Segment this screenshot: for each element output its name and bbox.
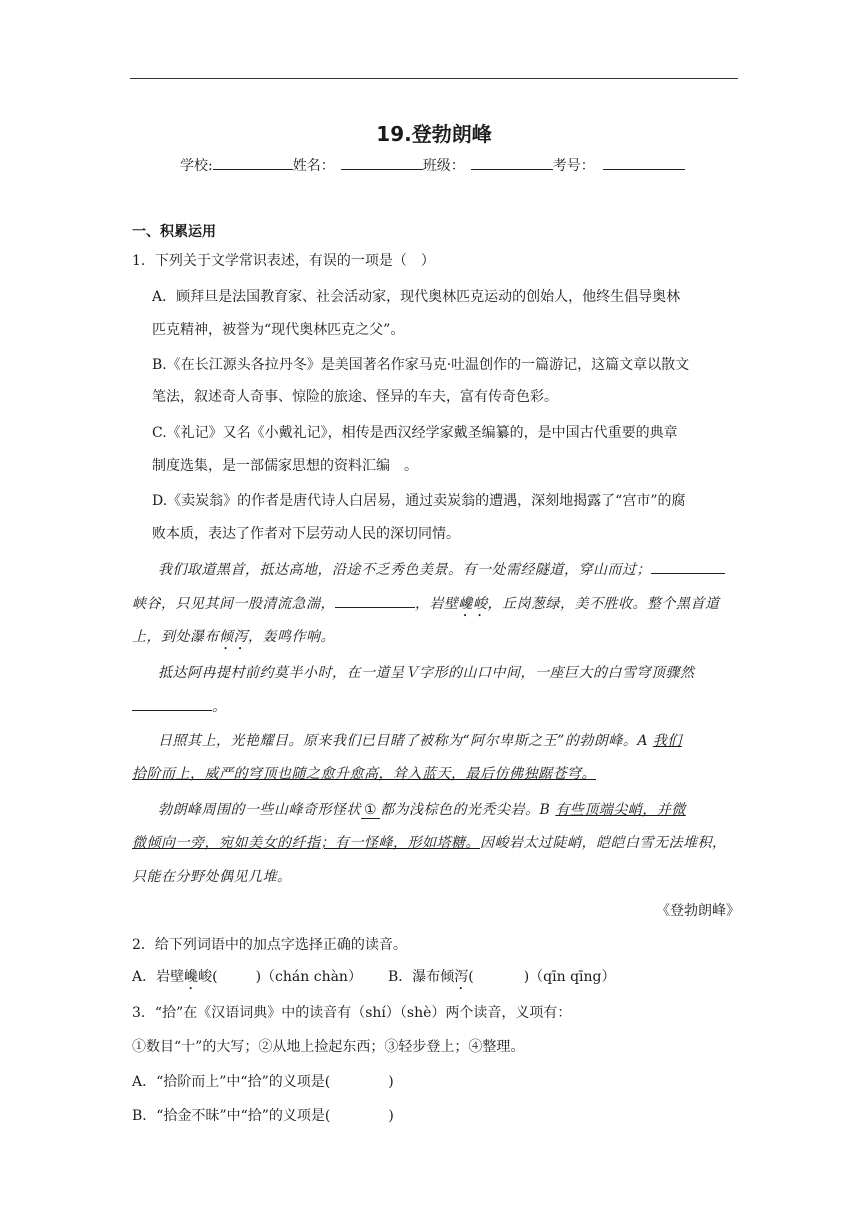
q1-stem: 1．下列关于文学常识表述，有误的一项是（ ） [132, 253, 435, 269]
q2-options: A．岩壁巉峻( )（chán chàn） B．瀑布倾泻( )（qīn qīng） [132, 969, 616, 985]
class-blank[interactable] [471, 154, 553, 170]
class-label: 班级： [422, 158, 465, 174]
q3-option-b: B．“拾金不昧”中“拾”的义项是( ) [132, 1108, 394, 1124]
exam-no-blank[interactable] [603, 154, 685, 170]
q1-option-c-line2: 制度选集，是一部儒家思想的资料汇编 。 [152, 458, 418, 474]
school-blank[interactable] [213, 154, 293, 170]
page-title: 19.登勃朗峰 [376, 122, 492, 146]
passage-p1-line3: 上，到处瀑布倾泻，轰鸣作响。 [132, 629, 335, 645]
blank-circle-1[interactable]: ① [361, 802, 380, 819]
passage-p4-line3: 只能在分野处偶见几堆。 [132, 869, 292, 885]
name-label: 姓名： [292, 158, 335, 174]
sentence-a-start: 我们 [652, 733, 682, 749]
q3-stem: 3．“拾”在《汉语词典》中的读音有（shí）（shè）两个读音，义项有： [132, 1005, 572, 1021]
passage-p4-line2: 微倾向一旁，宛如美女的纤指；有一怪峰，形如塔糖。因峻岩太过陡峭，皑皑白雪无法堆积， [132, 835, 727, 851]
exam-no-label: 考号： [552, 158, 595, 174]
section-heading: 一、积累运用 [132, 224, 216, 240]
q1-option-b-line2: 笔法，叙述奇人奇事、惊险的旅途、怪异的车夫，富有传奇色彩。 [152, 389, 558, 405]
q3-meanings: ①数目“十”的大写；②从地上捡起东西；③轻步登上；④整理。 [132, 1039, 525, 1055]
sentence-b-start: 有些顶端尖峭，并微 [555, 802, 686, 818]
school-label: 学校: [180, 158, 213, 174]
q1-option-a-line2: 匹克精神，被誉为“现代奥林匹克之父”。 [152, 322, 405, 338]
passage-p1-line1: 我们取道黑首，抵达高地，沿途不乏秀色美景。有一处需经隧道，穿山而过； [158, 558, 725, 579]
name-blank[interactable] [341, 154, 423, 170]
blank-1[interactable] [651, 558, 725, 574]
blank-3[interactable] [132, 695, 212, 711]
sentence-a-underlined: 拾阶而上，威严的穹顶也随之愈升愈高，耸入蓝天，最后仿佛独踞苍穹。 [132, 766, 596, 782]
blank-2[interactable] [335, 592, 415, 608]
passage-p2-line2: 。 [132, 695, 227, 716]
q1-option-b-line1: B.《在长江源头各拉丹冬》是美国著名作家马克·吐温创作的一篇游记，这篇文章以散文 [152, 357, 690, 373]
q1-option-a-line1: A．顾拜旦是法国教育家、社会活动家，现代奥林匹克运动的创始人，他终生倡导奥林 [152, 289, 681, 305]
student-info-row [180, 154, 685, 175]
passage-source: 《登勃朗峰》 [656, 903, 740, 919]
passage-p2-line1: 抵达阿冉提村前约莫半小时，在一道呈Ｖ字形的山口中间，一座巨大的白雪穹顶骤然 [158, 665, 695, 681]
sentence-b-underlined: 微倾向一旁，宛如美女的纤指；有一怪峰，形如塔糖。 [132, 835, 480, 851]
q2-stem: 2．给下列词语中的加点字选择正确的读音。 [132, 937, 407, 953]
passage-p4-line1: 勃朗峰周围的一些山峰奇形怪状 ① 都为浅棕色的光秃尖岩。B 有些顶端尖峭，并微 [158, 802, 686, 818]
q1-option-d-line2: 败本质，表达了作者对下层劳动人民的深切同情。 [152, 526, 460, 542]
header-rule [130, 78, 738, 79]
q1-option-d-line1: D.《卖炭翁》的作者是唐代诗人白居易，通过卖炭翁的遭遇，深刻地揭露了“宫市”的腐 [152, 493, 686, 509]
passage-p1-line2: 峡谷，只见其间一股清流急湍， ，岩壁巉峻，丘岗葱绿，美不胜收。整个黑首道 [132, 592, 720, 620]
passage-p3-line1: 日照其上，光艳耀目。原来我们已目睹了被称为“阿尔卑斯之王”的勃朗峰。A 我们 [158, 733, 682, 749]
q1-option-c-line1: C.《礼记》又名《小戴礼记》，相传是西汉经学家戴圣编纂的，是中国古代重要的典章 [152, 425, 678, 441]
q3-option-a: A．“拾阶而上”中“拾”的义项是( ) [132, 1074, 394, 1090]
